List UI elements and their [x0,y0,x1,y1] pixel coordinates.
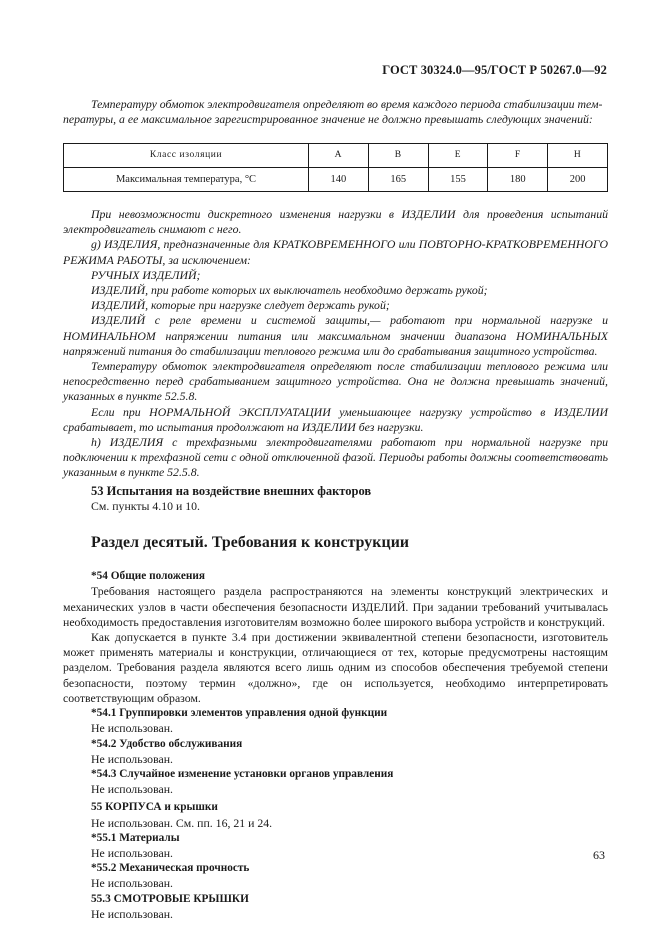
section-55-3-text: Не использован. [91,906,173,921]
table-row-label: Максимальная температура, °С [64,168,309,192]
intro-line-2: пературы, а ее максимальное зарегистрированное значение не должно превышать следующих значений: [63,112,593,127]
section-53-title: 53 Испытания на воздействие внешних факторов [91,483,372,498]
section-54-title: *54 Общие положения [91,570,205,583]
paragraph: Температуру обмоток электродвигателя определяют после стабилизации теплового режима или непосредственно перед срабатыванием защитного устройства. Она не должна превышать значений, указанных в пункте 52.5.8. [63,359,608,404]
value-cell: 140 [309,168,369,192]
paragraph: При невозможности дискретного изменения нагрузки в ИЗДЕЛИИ для проведения испытаний электродвигатель снимают с него. [63,207,608,237]
class-cell: B [368,144,428,168]
paragraph: Как допускается в пункте 3.4 при достижении эквивалентной степени безопасности, изготовитель может применять материалы и конструкции, отличающиеся от тех, которые предусмотрены настоящим разделом. Требования раздела являются всего лишь одним из способов обеспечения требуемой степени безопасности, поэтому термин «должно», где он используется, необходимо интерпретировать соответствующим образом. [63,630,608,705]
value-cell: 155 [428,168,488,192]
page-number: 63 [593,848,605,862]
class-cell: E [428,144,488,168]
paragraph: ИЗДЕЛИЙ с реле времени и системой защиты,— работают при нормальной нагрузке и НОМИНАЛЬНОМ напряжении питания или максимальном значении диапазона НОМИНАЛЬНЫХ напряжений питания до стабилизации теплового режима или до срабатывания защитного устройства. [63,313,608,358]
document-header: ГОСТ 30324.0—95/ГОСТ Р 50267.0—92 [382,63,607,77]
section-55-2-title: *55.2 Механическая прочность [91,862,250,875]
section-54-1-title: *54.1 Группировки элементов управления одной функции [91,707,388,720]
paragraph: Требования настоящего раздела распространяются на элементы конструкций электрических и механических узлов в части обеспечения безопасности ИЗДЕЛИЙ. При задании требований учитывалась необходимость предоставления изготовителям возможно более широкого выбора устройств и конструкций. [63,584,608,629]
value-cell: 200 [548,168,608,192]
paragraph: Если при НОРМАЛЬНОЙ ЭКСПЛУАТАЦИИ уменьшающее нагрузку устройство в ИЗДЕЛИИ срабатывает, то испытания продолжают на ИЗДЕЛИИ без нагрузки. [63,404,608,434]
section-55-3-title: 55.3 СМОТРОВЫЕ КРЫШКИ [91,892,249,905]
intro-block [63,97,608,127]
section-54-2-text: Не использован. [91,751,173,766]
table-value-row [64,168,608,192]
paragraph: h) ИЗДЕЛИЯ с трехфазными электродвигателями работают при нормальной нагрузке при подключении к трехфазной сети с одной отключенной фазой. Периоды работы должны соответствовать указанным в пункте 52.5.8. [63,435,608,480]
temperature-table [63,143,608,192]
table-head-label: Класс изоляции [64,144,309,168]
class-cell: H [548,144,608,168]
section-54-3-text: Не использован. [91,782,173,797]
section-10-title: Раздел десятый. Требования к конструкции [91,534,410,552]
section-53-text: См. пункты 4.10 и 10. [91,498,200,513]
section-55-1-title: *55.1 Материалы [91,831,180,844]
paragraph: РУЧНЫХ ИЗДЕЛИЙ; [91,267,201,282]
section-54-2-title: *54.2 Удобство обслуживания [91,737,243,750]
paragraph: g) ИЗДЕЛИЯ, предназначенные для КРАТКОВРЕМЕННОГО или ПОВТОРНО-КРАТКОВРЕМЕННОГО РЕЖИМА РАБОТЫ, за исключением: [63,237,608,267]
section-55-1-text: Не использован. [91,845,173,860]
section-54-1-text: Не использован. [91,721,173,736]
paragraph: ИЗДЕЛИЙ, при работе которых их выключатель необходимо держать рукой; [91,283,488,298]
body-text [63,207,608,922]
value-cell: 180 [488,168,548,192]
intro-line-1: Температуру обмоток электродвигателя определяют во время каждого периода стабилизации тем- [91,97,603,111]
class-cell: F [488,144,548,168]
section-55-text: Не использован. См. пп. 16, 21 и 24. [91,815,273,830]
section-55-2-text: Не использован. [91,876,173,891]
paragraph: ИЗДЕЛИЙ, которые при нагрузке следует держать рукой; [91,298,390,313]
class-cell: A [309,144,369,168]
value-cell: 165 [368,168,428,192]
table-header-row [64,144,608,168]
section-54-3-title: *54.3 Случайное изменение установки органов управления [91,767,394,780]
section-55-title: 55 КОРПУСА и крышки [91,801,218,814]
